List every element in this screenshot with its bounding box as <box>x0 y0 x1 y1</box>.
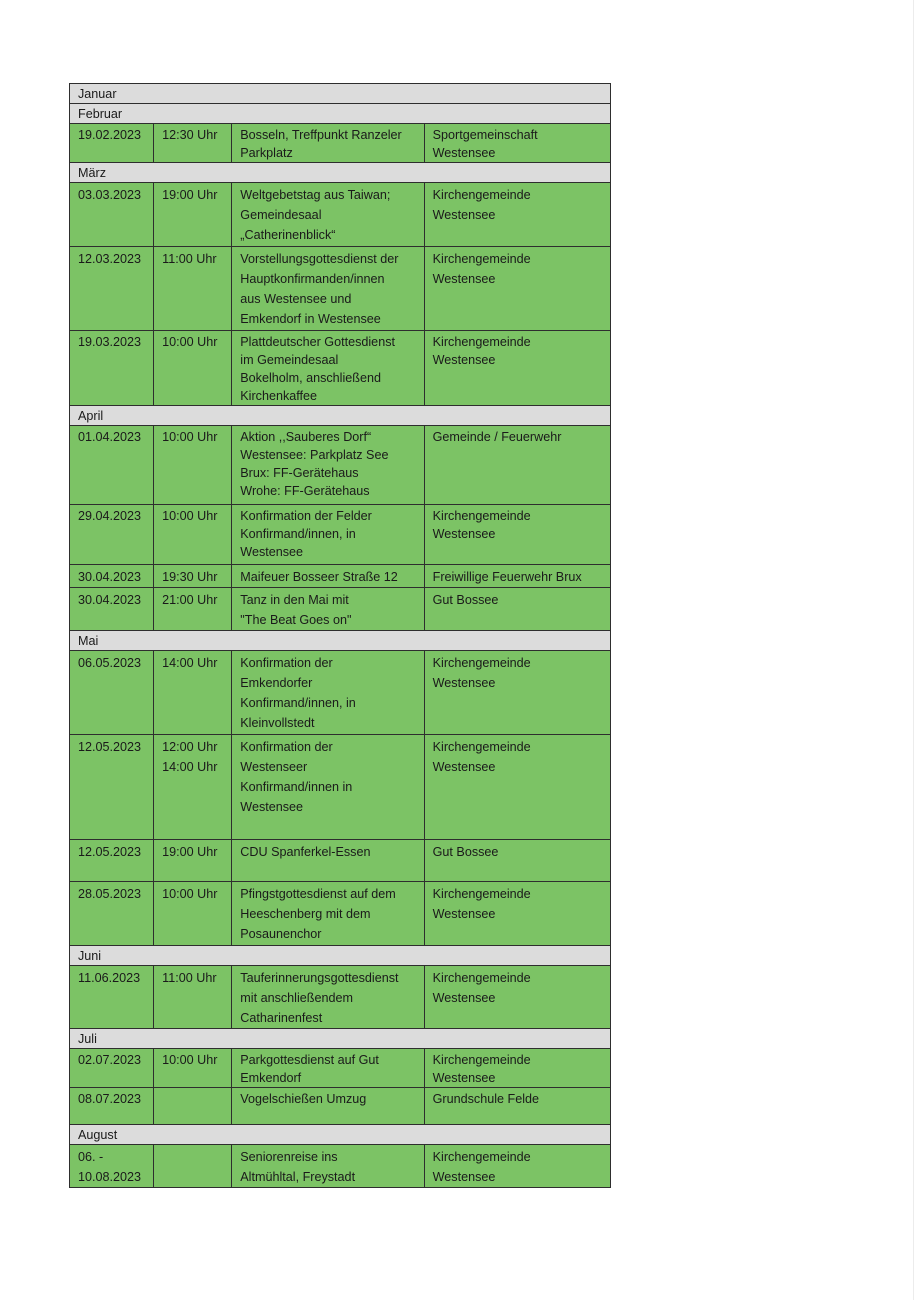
event-row <box>70 426 611 505</box>
event-time <box>154 426 232 505</box>
event-organizer <box>424 966 610 1029</box>
event-date-line: 30.04.2023 <box>78 570 142 584</box>
event-time <box>154 124 232 163</box>
event-date-line: 28.05.2023 <box>78 887 142 901</box>
event-description-line: Pfingstgottesdienst auf dem <box>240 887 396 901</box>
event-date <box>70 124 154 163</box>
event-description <box>232 882 424 946</box>
event-organizer <box>424 124 610 163</box>
event-date-line: 06.05.2023 <box>78 656 142 670</box>
event-description <box>232 1049 424 1088</box>
event-description-line: Brux: FF-Gerätehaus <box>240 466 359 480</box>
event-organizer-line: Westensee <box>432 353 496 367</box>
event-organizer-line: Kirchengemeinde <box>432 656 531 670</box>
event-time <box>154 183 232 247</box>
event-description <box>232 565 424 588</box>
event-description <box>232 588 424 631</box>
event-time <box>154 505 232 565</box>
event-description-line: Kleinvollstedt <box>240 716 315 730</box>
event-organizer <box>424 247 610 331</box>
event-date-line: 19.03.2023 <box>78 335 142 349</box>
event-date <box>70 882 154 946</box>
event-organizer <box>424 426 610 505</box>
event-organizer-line: Westensee <box>432 208 496 222</box>
event-date <box>70 331 154 406</box>
event-description <box>232 331 424 406</box>
event-row <box>70 124 611 163</box>
event-organizer-line: Kirchengemeinde <box>432 188 531 202</box>
event-description-line: Westensee <box>240 800 304 814</box>
event-row <box>70 735 611 840</box>
event-organizer <box>424 565 610 588</box>
event-time <box>154 565 232 588</box>
month-name: April <box>70 406 611 426</box>
event-description-line: Emkendorf in Westensee <box>240 312 381 326</box>
event-description-line: Catharinenfest <box>240 1011 323 1025</box>
event-time <box>154 651 232 735</box>
event-description-line: Vorstellungsgottesdienst der <box>240 252 399 266</box>
event-description-line: Tanz in den Mai mit <box>240 593 349 607</box>
event-organizer-line: Kirchengemeinde <box>432 971 531 985</box>
event-organizer-line: Gemeinde / Feuerwehr <box>432 430 562 444</box>
event-date-line: 03.03.2023 <box>78 188 142 202</box>
event-description-line: Bosseln, Treffpunkt Ranzeler <box>240 128 402 142</box>
event-organizer-line: Westensee <box>432 760 496 774</box>
event-time-line: 10:00 Uhr <box>162 1053 218 1067</box>
event-date <box>70 183 154 247</box>
event-organizer <box>424 505 610 565</box>
event-description-line: Kirchenkaffee <box>240 389 318 403</box>
event-organizer <box>424 331 610 406</box>
event-date <box>70 505 154 565</box>
event-date-line: 11.06.2023 <box>78 971 141 985</box>
event-description-line: im Gemeindesaal <box>240 353 339 367</box>
event-description-line: Emkendorf <box>240 1071 302 1085</box>
event-description <box>232 735 424 840</box>
event-time-line: 21:00 Uhr <box>162 593 218 607</box>
event-description-line: CDU Spanferkel-Essen <box>240 845 371 859</box>
event-row <box>70 588 611 631</box>
month-header-row <box>70 163 611 183</box>
event-description-line: Parkgottesdienst auf Gut <box>240 1053 379 1067</box>
event-organizer <box>424 1049 610 1088</box>
event-date-line: 12.03.2023 <box>78 252 142 266</box>
event-organizer <box>424 840 610 882</box>
event-organizer-line: Kirchengemeinde <box>432 887 531 901</box>
event-time <box>154 1049 232 1088</box>
event-row <box>70 651 611 735</box>
event-description-line: Vogelschießen Umzug <box>240 1092 367 1106</box>
event-date <box>70 588 154 631</box>
event-description-line: Konfirmand/innen, in <box>240 527 356 541</box>
event-description-line: Westensee: Parkplatz See <box>240 448 389 462</box>
event-date <box>70 840 154 882</box>
event-date <box>70 1088 154 1125</box>
events-calendar-table <box>69 83 611 1188</box>
month-header-row <box>70 104 611 124</box>
event-description-line: Altmühltal, Freystadt <box>240 1170 356 1184</box>
event-organizer-line: Westensee <box>432 991 496 1005</box>
event-date <box>70 1145 154 1188</box>
event-row <box>70 966 611 1029</box>
event-organizer <box>424 588 610 631</box>
event-time <box>154 735 232 840</box>
event-description <box>232 247 424 331</box>
event-date-line: 12.05.2023 <box>78 740 142 754</box>
event-organizer <box>424 882 610 946</box>
event-description <box>232 1088 424 1125</box>
event-description-line: Plattdeutscher Gottesdienst <box>240 335 395 349</box>
event-description-line: Gemeindesaal <box>240 208 322 222</box>
event-description-line: aus Westensee und <box>240 292 352 306</box>
event-organizer-line: Gut Bossee <box>432 845 499 859</box>
event-time-line: 12:30 Uhr <box>162 128 218 142</box>
month-header-row <box>70 631 611 651</box>
event-time-line: 19:30 Uhr <box>162 570 218 584</box>
event-description <box>232 1145 424 1188</box>
event-date-line: 06. - <box>78 1150 104 1164</box>
event-description <box>232 651 424 735</box>
month-name: Juni <box>70 946 611 966</box>
event-description-line: „Catherinenblick“ <box>240 228 336 242</box>
event-description-line: mit anschließendem <box>240 991 353 1005</box>
event-description-line: Weltgebetstag aus Taiwan; <box>240 188 391 202</box>
month-name: August <box>70 1125 611 1145</box>
event-time-line: 12:00 Uhr <box>162 740 218 754</box>
event-time <box>154 588 232 631</box>
event-row <box>70 1088 611 1125</box>
event-description-line: Konfirmation der Felder <box>240 509 372 523</box>
event-description <box>232 124 424 163</box>
event-organizer <box>424 651 610 735</box>
event-description-line: Wrohe: FF-Gerätehaus <box>240 484 370 498</box>
month-header-row <box>70 1125 611 1145</box>
event-time-line: 11:00 Uhr <box>162 971 217 985</box>
event-description <box>232 505 424 565</box>
event-date-line: 30.04.2023 <box>78 593 142 607</box>
event-row <box>70 565 611 588</box>
event-time <box>154 1145 232 1188</box>
event-organizer <box>424 183 610 247</box>
event-organizer-line: Westensee <box>432 676 496 690</box>
event-date-line: 12.05.2023 <box>78 845 142 859</box>
event-date <box>70 565 154 588</box>
event-date-line: 02.07.2023 <box>78 1053 142 1067</box>
month-header-row <box>70 1029 611 1049</box>
month-header-row <box>70 84 611 104</box>
event-organizer-line: Westensee <box>432 907 496 921</box>
event-date-line: 19.02.2023 <box>78 128 142 142</box>
event-time <box>154 247 232 331</box>
month-header-row <box>70 946 611 966</box>
event-organizer-line: Kirchengemeinde <box>432 1053 531 1067</box>
event-date <box>70 1049 154 1088</box>
event-time <box>154 331 232 406</box>
event-time-line: 14:00 Uhr <box>162 656 218 670</box>
month-name: Februar <box>70 104 611 124</box>
event-organizer-line: Freiwillige Feuerwehr Brux <box>432 570 582 584</box>
event-description-line: "The Beat Goes on" <box>240 613 352 627</box>
event-description-line: Konfirmation der <box>240 740 333 754</box>
event-organizer-line: Kirchengemeinde <box>432 740 531 754</box>
event-time-line: 10:00 Uhr <box>162 335 218 349</box>
event-description-line: Konfirmation der <box>240 656 333 670</box>
event-date-line: 08.07.2023 <box>78 1092 142 1106</box>
event-date <box>70 651 154 735</box>
event-organizer-line: Westensee <box>432 527 496 541</box>
event-organizer-line: Sportgemeinschaft <box>432 128 538 142</box>
event-organizer-line: Kirchengemeinde <box>432 1150 531 1164</box>
month-name: März <box>70 163 611 183</box>
event-time-line: 10:00 Uhr <box>162 509 218 523</box>
event-date-line: 29.04.2023 <box>78 509 142 523</box>
event-date-line: 10.08.2023 <box>78 1170 142 1184</box>
event-time-line: 19:00 Uhr <box>162 188 218 202</box>
event-description-line: Parkplatz <box>240 146 293 160</box>
event-description-line: Hauptkonfirmanden/innen <box>240 272 385 286</box>
event-time-line: 10:00 Uhr <box>162 887 218 901</box>
event-date <box>70 735 154 840</box>
event-organizer-line: Westensee <box>432 272 496 286</box>
event-description-line: Seniorenreise ins <box>240 1150 338 1164</box>
event-time <box>154 1088 232 1125</box>
event-organizer-line: Kirchengemeinde <box>432 252 531 266</box>
event-description <box>232 183 424 247</box>
event-description-line: Bokelholm, anschließend <box>240 371 381 385</box>
month-header-row <box>70 406 611 426</box>
event-time <box>154 966 232 1029</box>
event-organizer-line: Gut Bossee <box>432 593 499 607</box>
event-date <box>70 966 154 1029</box>
event-date-line: 01.04.2023 <box>78 430 142 444</box>
event-time-line: 11:00 Uhr <box>162 252 217 266</box>
event-organizer-line: Kirchengemeinde <box>432 509 531 523</box>
event-organizer-line: Westensee <box>432 146 496 160</box>
event-description-line: Konfirmand/innen in <box>240 780 353 794</box>
event-description-line: Konfirmand/innen, in <box>240 696 356 710</box>
event-description-line: Westensee <box>240 545 304 559</box>
event-row <box>70 882 611 946</box>
event-organizer <box>424 735 610 840</box>
event-organizer-line: Westensee <box>432 1170 496 1184</box>
event-row <box>70 1049 611 1088</box>
event-description-line: Maifeuer Bosseer Straße 12 <box>240 570 398 584</box>
event-description-line: Heeschenberg mit dem <box>240 907 371 921</box>
event-time-line: 19:00 Uhr <box>162 845 218 859</box>
event-row <box>70 331 611 406</box>
event-description-line: Aktion ,,Sauberes Dorf“ <box>240 430 372 444</box>
event-description-line: Westenseer <box>240 760 308 774</box>
event-row <box>70 505 611 565</box>
month-name: Mai <box>70 631 611 651</box>
month-name: Juli <box>70 1029 611 1049</box>
event-organizer <box>424 1145 610 1188</box>
event-date <box>70 426 154 505</box>
event-description-line: Posaunenchor <box>240 927 322 941</box>
event-row <box>70 183 611 247</box>
event-time-line: 14:00 Uhr <box>162 760 218 774</box>
event-description <box>232 966 424 1029</box>
event-description <box>232 426 424 505</box>
event-description-line: Tauferinnerungsgottesdienst <box>240 971 399 985</box>
event-organizer-line: Kirchengemeinde <box>432 335 531 349</box>
event-row <box>70 840 611 882</box>
event-time <box>154 882 232 946</box>
page-edge <box>913 0 914 1300</box>
event-time <box>154 840 232 882</box>
event-organizer <box>424 1088 610 1125</box>
event-time-line: 10:00 Uhr <box>162 430 218 444</box>
event-description-line: Emkendorfer <box>240 676 313 690</box>
event-row <box>70 247 611 331</box>
event-organizer-line: Grundschule Felde <box>432 1092 540 1106</box>
event-date <box>70 247 154 331</box>
event-description <box>232 840 424 882</box>
event-row <box>70 1145 611 1188</box>
month-name: Januar <box>70 84 611 104</box>
event-organizer-line: Westensee <box>432 1071 496 1085</box>
